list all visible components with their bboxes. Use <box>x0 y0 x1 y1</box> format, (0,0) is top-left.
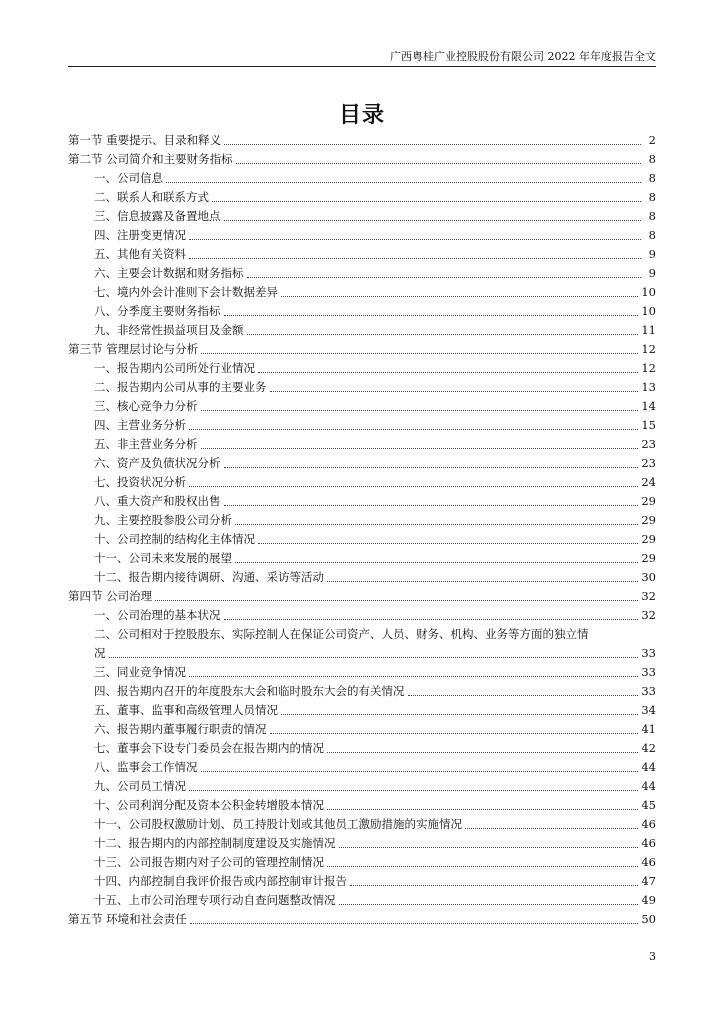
toc-entry-page: 50 <box>641 912 656 926</box>
toc-entry-title: 十四、内部控制自我评价报告或内部控制审计报告 <box>94 874 347 888</box>
dot-leader <box>247 334 639 335</box>
dot-leader <box>327 809 638 810</box>
dot-leader <box>190 923 639 924</box>
dot-leader <box>339 847 639 848</box>
toc-entry[interactable] <box>68 891 656 910</box>
toc-entry-title: 十、公司控制的结构化主体情况 <box>94 532 255 546</box>
dot-leader <box>201 448 639 449</box>
toc-entry[interactable] <box>68 834 656 853</box>
toc-entry-title: 十三、公司报告期内对子公司的管理控制情况 <box>94 855 324 869</box>
toc-entry-page: 2 <box>648 133 656 147</box>
toc-entry-page: 11 <box>641 323 656 337</box>
dot-leader <box>189 676 638 677</box>
toc-entry[interactable] <box>68 777 656 796</box>
toc-entry-page: 12 <box>641 342 656 356</box>
toc-entry[interactable] <box>68 530 656 549</box>
toc-entry-page: 41 <box>641 722 656 736</box>
dot-leader <box>327 752 638 753</box>
dot-leader <box>235 524 638 525</box>
toc-entry[interactable] <box>68 701 656 720</box>
toc-entry-page: 47 <box>641 874 656 888</box>
toc-entry-title: 二、报告期内公司从事的主要业务 <box>94 380 267 394</box>
toc-entry-title: 七、投资状况分析 <box>94 475 186 489</box>
toc-entry-page: 13 <box>641 380 656 394</box>
toc-entry-title: 第二节 公司简介和主要财务指标 <box>68 152 233 166</box>
toc-entry[interactable] <box>68 454 656 473</box>
dot-leader <box>339 904 639 905</box>
toc-entry-page: 15 <box>641 418 656 432</box>
page-header: 广西粤桂广业控股股份有限公司 2022 年年度报告全文 <box>390 50 656 63</box>
toc-entry-title: 第四节 公司治理 <box>68 589 153 603</box>
toc-entry[interactable] <box>68 302 656 321</box>
toc-entry-title: 六、报告期内董事履行职责的情况 <box>94 722 267 736</box>
toc-entry[interactable] <box>68 720 656 739</box>
page-number: 3 <box>649 950 656 963</box>
toc-entry-title: 二、联系人和联系方式 <box>94 190 209 204</box>
dot-leader <box>224 315 639 316</box>
toc-entry-title: 三、核心竞争力分析 <box>94 399 198 413</box>
dot-leader <box>224 467 639 468</box>
toc-entry[interactable] <box>68 606 656 625</box>
toc-entry-page: 14 <box>641 399 656 413</box>
dot-leader <box>258 543 638 544</box>
toc-entry[interactable] <box>68 663 656 682</box>
toc-entry-title: 一、公司信息 <box>94 171 163 185</box>
toc-entry-page: 49 <box>641 893 656 907</box>
dot-leader <box>247 277 642 278</box>
dot-leader <box>224 505 639 506</box>
toc-entry-page: 46 <box>641 836 656 850</box>
toc-entry-title: 八、监事会工作情况 <box>94 760 198 774</box>
toc-entry-page: 45 <box>641 798 656 812</box>
toc-section-entry[interactable] <box>68 587 656 606</box>
toc-entry-title: 第三节 管理层讨论与分析 <box>68 342 199 356</box>
toc-entry-title: 九、公司员工情况 <box>94 779 186 793</box>
toc-entry-title: 五、董事、监事和高级管理人员情况 <box>94 703 278 717</box>
toc-entry-page: 29 <box>641 532 656 546</box>
toc-entry-title: 一、报告期内公司所处行业情况 <box>94 361 255 375</box>
dot-leader <box>224 619 639 620</box>
dot-leader <box>270 391 639 392</box>
toc-entry-page: 10 <box>641 285 656 299</box>
toc-entry-title: 三、信息披露及备置地点 <box>94 209 221 223</box>
toc-entry-title: 四、主营业务分析 <box>94 418 186 432</box>
toc-entry-page: 8 <box>648 209 656 223</box>
toc-entry-title: 六、主要会计数据和财务指标 <box>94 266 244 280</box>
dot-leader <box>166 182 641 183</box>
toc-entry[interactable] <box>68 397 656 416</box>
toc-entry-page: 33 <box>641 646 656 660</box>
toc-entry[interactable] <box>68 321 656 340</box>
toc-entry-title: 五、非主营业务分析 <box>94 437 198 451</box>
toc-entry-title: 十二、报告期内接待调研、沟通、采访等活动 <box>94 570 324 584</box>
toc-entry-title: 三、同业竞争情况 <box>94 665 186 679</box>
toc-entry-title: 第一节 重要提示、目录和释义 <box>68 133 222 147</box>
toc-entry-page: 29 <box>641 513 656 527</box>
toc-entry-page: 9 <box>648 247 656 261</box>
toc-section-entry[interactable] <box>68 150 656 169</box>
toc-entry-title: 九、主要控股参股公司分析 <box>94 513 232 527</box>
toc-entry[interactable] <box>68 796 656 815</box>
toc-entry-page: 46 <box>641 855 656 869</box>
toc-section-entry[interactable] <box>68 131 656 150</box>
toc-entry-page: 32 <box>641 589 656 603</box>
toc-entry-title: 十一、公司未来发展的展望 <box>94 551 232 565</box>
toc-entry-page: 12 <box>641 361 656 375</box>
toc-entry[interactable] <box>68 169 656 188</box>
toc-entry[interactable] <box>68 758 656 777</box>
toc-entry-title: 八、分季度主要财务指标 <box>94 304 221 318</box>
dot-leader <box>224 144 641 145</box>
dot-leader <box>327 866 638 867</box>
toc-entry-page: 10 <box>641 304 656 318</box>
toc-entry[interactable] <box>68 492 656 511</box>
dot-leader <box>189 486 638 487</box>
dot-leader <box>189 790 638 791</box>
dot-leader <box>350 885 638 886</box>
dot-leader <box>281 714 638 715</box>
toc-entry[interactable] <box>68 682 656 701</box>
dot-leader <box>201 410 639 411</box>
dot-leader <box>155 600 638 601</box>
toc-entry-page: 29 <box>641 551 656 565</box>
toc-entry-page: 24 <box>641 475 656 489</box>
toc-entry-title: 一、公司治理的基本状况 <box>94 608 221 622</box>
dot-leader <box>224 220 642 221</box>
toc-entry-title: 十、公司利润分配及资本公积金转增股本情况 <box>94 798 324 812</box>
toc-entry[interactable] <box>68 568 656 587</box>
toc-entry[interactable] <box>68 435 656 454</box>
toc-entry[interactable] <box>68 549 656 568</box>
header-rule <box>68 66 656 67</box>
toc-entry-title: 十二、报告期内的内部控制制度建设及实施情况 <box>94 836 336 850</box>
toc-entry-page: 44 <box>641 779 656 793</box>
toc-entry-title: 八、重大资产和股权出售 <box>94 494 221 508</box>
toc-entry-page: 9 <box>648 266 656 280</box>
toc-entry-page: 34 <box>641 703 656 717</box>
toc-entry-page: 8 <box>648 228 656 242</box>
toc-entry[interactable] <box>68 226 656 245</box>
toc-entry[interactable] <box>68 739 656 758</box>
toc-entry-title: 第五节 环境和社会责任 <box>68 912 187 926</box>
table-of-contents <box>68 131 656 929</box>
toc-entry[interactable] <box>68 207 656 226</box>
dot-leader <box>235 562 638 563</box>
toc-entry-page: 32 <box>641 608 656 622</box>
page-title: 目录 <box>338 103 385 128</box>
toc-entry-continuation[interactable] <box>68 644 656 663</box>
toc-entry-page: 8 <box>648 152 656 166</box>
toc-entry[interactable] <box>68 625 656 644</box>
toc-entry[interactable] <box>68 853 656 872</box>
dot-leader <box>201 353 638 354</box>
toc-entry[interactable] <box>68 245 656 264</box>
toc-entry[interactable] <box>68 473 656 492</box>
toc-entry[interactable] <box>68 511 656 530</box>
toc-entry-page: 8 <box>648 171 656 185</box>
toc-entry-page: 30 <box>641 570 656 584</box>
toc-entry-page: 23 <box>641 456 656 470</box>
dot-leader <box>189 258 641 259</box>
toc-entry[interactable] <box>68 359 656 378</box>
toc-entry-title: 十一、公司股权激励计划、员工持股计划或其他员工激励措施的实施情况 <box>94 817 462 831</box>
dot-leader <box>189 429 638 430</box>
dot-leader <box>465 828 638 829</box>
toc-entry-title: 九、非经常性损益项目及金额 <box>94 323 244 337</box>
toc-entry-title: 七、董事会下设专门委员会在报告期内的情况 <box>94 741 324 755</box>
toc-section-entry[interactable] <box>68 340 656 359</box>
toc-entry-page: 23 <box>641 437 656 451</box>
toc-entry[interactable] <box>68 416 656 435</box>
toc-entry[interactable] <box>68 815 656 834</box>
dot-leader <box>408 695 639 696</box>
toc-entry-title: 六、资产及负债状况分析 <box>94 456 221 470</box>
dot-leader <box>281 296 638 297</box>
dot-leader <box>201 771 639 772</box>
toc-entry-title: 十五、上市公司治理专项行动自查问题整改情况 <box>94 893 336 907</box>
toc-entry-page: 8 <box>648 190 656 204</box>
dot-leader <box>327 581 638 582</box>
toc-entry[interactable] <box>68 188 656 207</box>
toc-entry-page: 29 <box>641 494 656 508</box>
dot-leader <box>236 163 641 164</box>
toc-entry-title: 四、注册变更情况 <box>94 228 186 242</box>
toc-entry-page: 46 <box>641 817 656 831</box>
dot-leader <box>270 733 639 734</box>
dot-leader <box>189 239 641 240</box>
toc-entry[interactable] <box>68 283 656 302</box>
toc-entry-title: 七、境内外会计准则下会计数据差异 <box>94 285 278 299</box>
toc-section-entry[interactable] <box>68 910 656 929</box>
toc-entry-page: 33 <box>641 684 656 698</box>
dot-leader <box>258 372 638 373</box>
toc-entry[interactable] <box>68 264 656 283</box>
dot-leader <box>109 657 639 658</box>
toc-entry[interactable] <box>68 378 656 397</box>
dot-leader <box>212 201 641 202</box>
toc-entry[interactable] <box>68 872 656 891</box>
toc-entry-title: 四、报告期内召开的年度股东大会和临时股东大会的有关情况 <box>94 684 405 698</box>
toc-entry-title: 五、其他有关资料 <box>94 247 186 261</box>
toc-entry-page: 33 <box>641 665 656 679</box>
toc-entry-title-continued: 况 <box>94 646 106 660</box>
toc-entry-title: 二、公司相对于控股股东、实际控制人在保证公司资产、人员、财务、机构、业务等方面的独立情 <box>94 627 589 641</box>
toc-entry-page: 42 <box>641 741 656 755</box>
toc-entry-page: 44 <box>641 760 656 774</box>
